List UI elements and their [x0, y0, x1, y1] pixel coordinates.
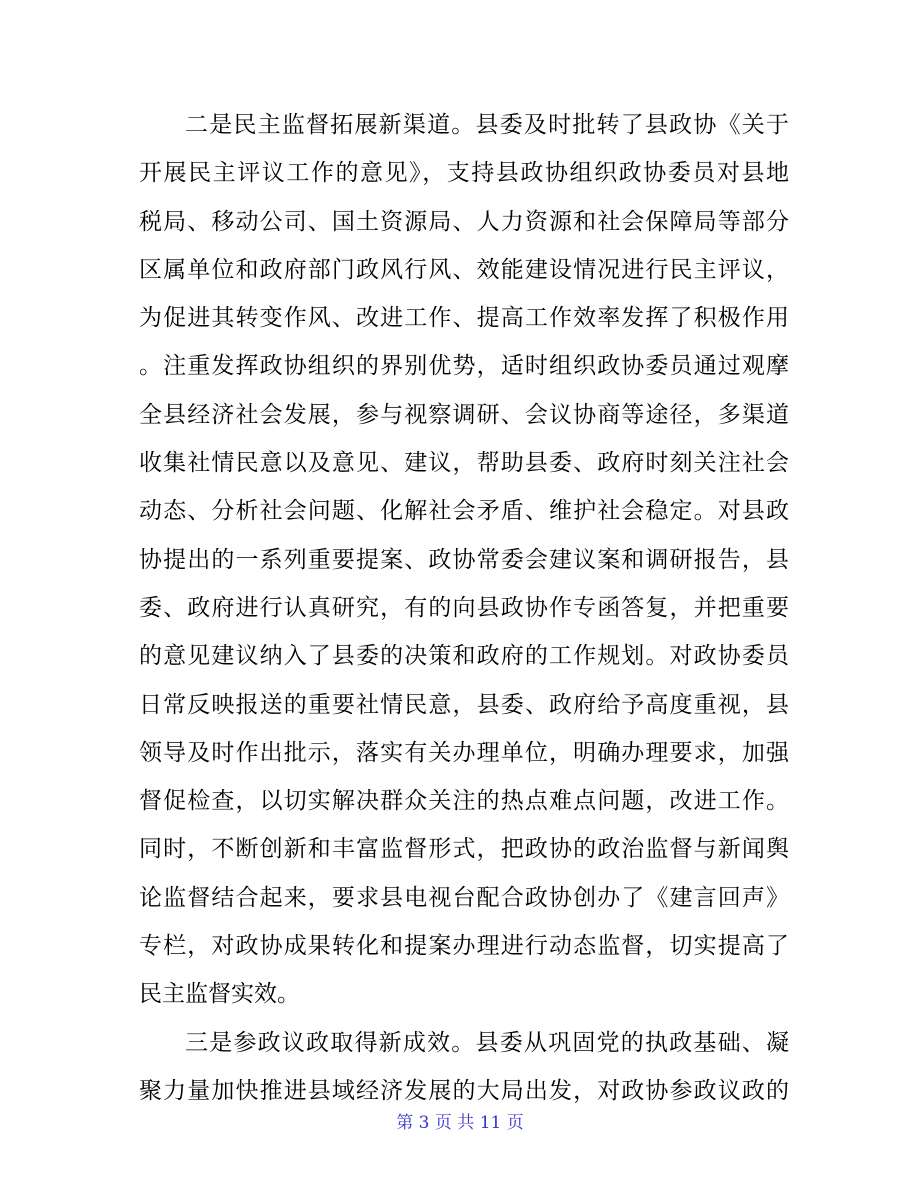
page-number-footer: 第 3 页 共 11 页	[396, 1113, 524, 1133]
text-line: 的意见建议纳入了县委的决策和政府的工作规划。对政协委员	[139, 643, 789, 670]
text-line: 收集社情民意以及意见、建议，帮助县委、政府时刻关注社会	[139, 450, 789, 477]
text-line: 日常反映报送的重要社情民意，县委、政府给予高度重视，县	[139, 691, 789, 718]
text-line: 全县经济社会发展，参与视察调研、会议协商等途径，多渠道	[139, 401, 789, 428]
text-line: 论监督结合起来，要求县电视台配合政协创办了《建言回声》	[139, 884, 789, 911]
text-line: 督促检查，以切实解决群众关注的热点难点问题，改进工作。	[139, 788, 789, 815]
text-line: 专栏，对政协成果转化和提案办理进行动态监督，切实提高了	[139, 933, 789, 960]
text-line: 为促进其转变作风、改进工作、提高工作效率发挥了积极作用	[139, 305, 789, 332]
text-line: 民主监督实效。	[139, 981, 300, 1008]
text-line: 动态、分析社会问题、化解社会矛盾、维护社会稳定。对县政	[139, 498, 789, 525]
text-line: 。注重发挥政协组织的界别优势，适时组织政协委员通过观摩	[139, 353, 789, 380]
text-line: 税局、移动公司、国土资源局、人力资源和社会保障局等部分	[139, 208, 789, 235]
body-text	[139, 101, 789, 1115]
text-line: 领导及时作出批示，落实有关办理单位，明确办理要求，加强	[139, 739, 789, 766]
text-line: 聚力量加快推进县域经济发展的大局出发，对政协参政议政的	[139, 1077, 789, 1104]
text-line: 三是参政议政取得新成效。县委从巩固党的执政基础、凝	[185, 1029, 789, 1056]
text-line: 区属单位和政府部门政风行风、效能建设情况进行民主评议，	[139, 256, 789, 283]
text-line: 协提出的一系列重要提案、政协常委会建议案和调研报告，县	[139, 546, 789, 573]
text-line: 委、政府进行认真研究，有的向县政协作专函答复，并把重要	[139, 594, 789, 621]
text-line: 二是民主监督拓展新渠道。县委及时批转了县政协《关于	[185, 112, 789, 138]
text-line: 同时，不断创新和丰富监督形式，把政协的政治监督与新闻舆	[139, 836, 789, 863]
text-line: 开展民主评议工作的意见》，支持县政协组织政协委员对县地	[139, 160, 789, 187]
